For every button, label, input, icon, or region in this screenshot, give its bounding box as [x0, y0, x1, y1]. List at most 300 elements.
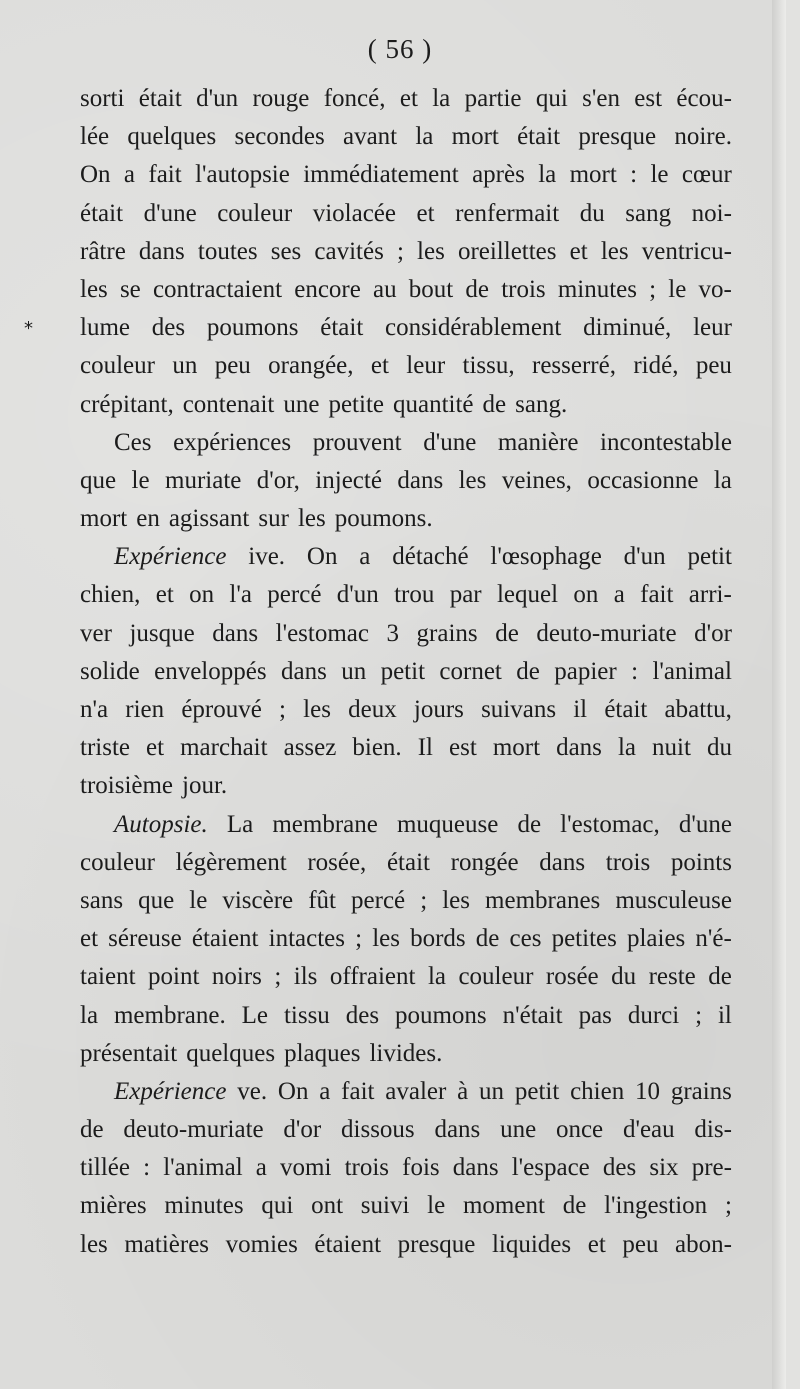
- text-line: [80, 1149, 732, 1187]
- word: livides.: [369, 1039, 443, 1067]
- word: liquides: [491, 1230, 572, 1258]
- word: chien: [570, 1077, 625, 1105]
- word: l'animal: [652, 657, 732, 685]
- word: grains: [416, 619, 478, 647]
- word: de: [516, 657, 540, 685]
- word: que: [138, 886, 175, 914]
- word: a: [613, 581, 625, 609]
- word: ;: [724, 1192, 732, 1220]
- word: ;: [396, 237, 404, 265]
- word: Le: [241, 1001, 269, 1029]
- word: rongée: [450, 848, 519, 876]
- word: se: [119, 275, 141, 303]
- word: d'or: [283, 1116, 322, 1144]
- word: couleur: [217, 199, 293, 227]
- word: de: [475, 925, 500, 953]
- text-line: [80, 80, 732, 118]
- word: d'une: [423, 428, 477, 456]
- word: sans: [80, 886, 124, 914]
- word: la: [415, 123, 434, 151]
- word: était: [386, 848, 430, 876]
- text-line: [80, 691, 732, 729]
- word: cavités: [314, 237, 384, 265]
- word: du: [706, 734, 732, 762]
- word: chien,: [80, 581, 141, 609]
- word: et: [587, 1230, 606, 1258]
- word: couleur: [80, 848, 155, 876]
- text-line: [80, 538, 732, 576]
- word: d'un: [623, 543, 666, 571]
- word: violacée: [312, 199, 396, 227]
- text-line: [80, 958, 732, 996]
- word: dans: [280, 657, 327, 685]
- word: de: [482, 390, 507, 418]
- word: fois: [402, 1154, 440, 1182]
- word: viscère: [222, 886, 294, 914]
- word: dis-: [694, 1116, 732, 1144]
- word: membrane: [272, 810, 378, 838]
- italic-heading: Expérience: [114, 1077, 227, 1105]
- word: deuto-muriate: [123, 1116, 264, 1144]
- word: renfermait: [455, 199, 560, 227]
- word: dans: [138, 237, 185, 265]
- word: on: [573, 581, 599, 609]
- word: l'estomac,: [560, 810, 660, 838]
- word: quelques: [186, 1039, 276, 1067]
- word: injecté: [315, 466, 382, 494]
- word: l'ingestion: [604, 1192, 708, 1220]
- word: noire.: [674, 123, 732, 151]
- text-line: [80, 462, 732, 500]
- word: plaques: [284, 1039, 361, 1067]
- word: couleur: [458, 963, 534, 991]
- word: lume: [80, 314, 130, 342]
- text-line: [80, 1226, 732, 1264]
- word: était: [604, 696, 648, 723]
- word: de: [562, 1192, 587, 1220]
- word: toutes: [197, 237, 258, 265]
- word: contenait: [182, 390, 275, 418]
- page-edge: [772, 0, 786, 1389]
- word: fait: [341, 1077, 375, 1105]
- word: peu: [214, 352, 251, 380]
- word: les: [297, 505, 326, 533]
- word: On: [306, 543, 338, 571]
- word: était: [517, 123, 561, 151]
- word: les: [80, 275, 108, 303]
- word: leur: [693, 314, 732, 342]
- word: solide: [80, 657, 140, 685]
- word: en: [136, 505, 160, 533]
- word: noirs: [211, 963, 262, 991]
- word: une: [283, 390, 320, 418]
- text-line: [80, 806, 732, 844]
- word: arri-: [688, 581, 732, 609]
- text-line: [80, 920, 732, 958]
- word: la: [617, 734, 636, 762]
- text-line: [80, 195, 732, 233]
- word: râtre: [80, 237, 126, 265]
- word: plaies: [626, 925, 686, 953]
- word: petit: [514, 1077, 560, 1105]
- word: vomies: [225, 1230, 298, 1258]
- word: intactes: [268, 925, 345, 953]
- word: cœur: [681, 161, 732, 189]
- word: séreuse: [108, 925, 182, 953]
- word: :: [143, 1154, 151, 1182]
- word: les: [417, 237, 445, 265]
- word: il: [573, 696, 588, 723]
- word: les: [442, 886, 470, 914]
- word: La: [226, 810, 254, 838]
- word: du: [611, 963, 637, 991]
- word: le: [650, 161, 669, 189]
- word: mort: [492, 734, 541, 762]
- word: noi-: [691, 199, 732, 227]
- word: marchait: [180, 734, 268, 762]
- word: papier: [554, 657, 617, 685]
- word: que: [80, 466, 117, 494]
- word: présentait: [80, 1039, 178, 1067]
- word: trois: [605, 848, 651, 876]
- word: vomi: [280, 1154, 332, 1182]
- word: de: [517, 810, 542, 838]
- word: partie: [464, 85, 522, 112]
- word: minutes: [557, 275, 637, 303]
- body-text: [80, 80, 732, 1264]
- word: expériences: [173, 428, 292, 456]
- word: rosée,: [307, 848, 367, 876]
- word: au: [373, 275, 397, 303]
- word: reste: [648, 963, 696, 991]
- word: et: [399, 85, 418, 112]
- word: peu: [695, 352, 732, 380]
- word: petites: [551, 925, 617, 953]
- word: petit: [687, 543, 732, 571]
- word: vo-: [698, 275, 732, 303]
- word: dans: [556, 734, 602, 762]
- word: n'était: [502, 1001, 563, 1029]
- word: a: [123, 161, 136, 189]
- word: poumons.: [334, 505, 433, 533]
- word: assez: [283, 734, 337, 762]
- word: matières: [124, 1230, 210, 1258]
- word: des: [151, 314, 186, 342]
- word: et: [146, 734, 165, 762]
- word: membrane.: [113, 1001, 226, 1029]
- word: presque: [578, 123, 657, 151]
- word: qui: [261, 1192, 294, 1220]
- word: le: [131, 466, 150, 494]
- word: l'estomac: [275, 619, 369, 647]
- word: quantité: [392, 390, 474, 418]
- word: mort: [80, 505, 128, 533]
- word: percé: [267, 581, 322, 609]
- word: dans: [539, 848, 586, 876]
- word: grains: [670, 1077, 732, 1105]
- word: ventricu-: [641, 237, 732, 265]
- word: trou: [394, 581, 435, 609]
- word: dans: [212, 619, 259, 647]
- word: muqueuse: [396, 810, 499, 838]
- word: On: [277, 1077, 309, 1105]
- word: jours: [413, 696, 464, 723]
- word: ve.: [237, 1077, 268, 1105]
- text-line: [80, 118, 732, 156]
- word: avaler: [385, 1077, 447, 1105]
- word: un: [172, 352, 198, 380]
- word: a: [255, 1154, 267, 1182]
- italic-heading: Expérience: [114, 543, 227, 571]
- word: de: [80, 1116, 104, 1144]
- word: les: [80, 1230, 108, 1258]
- word: ;: [279, 696, 286, 723]
- word: des: [345, 1001, 380, 1029]
- word: enveloppés: [154, 657, 267, 685]
- word: moment: [462, 1192, 545, 1220]
- word: occasionne: [587, 466, 699, 494]
- word: secondes: [234, 123, 325, 151]
- word: du: [579, 199, 605, 227]
- word: diminué,: [583, 314, 672, 342]
- word: petit: [380, 657, 426, 685]
- word: bien.: [352, 734, 402, 762]
- word: l'espace: [511, 1154, 590, 1182]
- word: jour.: [182, 772, 228, 800]
- word: fait: [640, 581, 674, 609]
- word: trois: [501, 275, 546, 303]
- text-line: [80, 729, 732, 767]
- word: petite: [328, 390, 384, 418]
- word: sang: [625, 199, 672, 227]
- word: Il: [417, 734, 433, 762]
- word: est: [449, 734, 477, 762]
- word: était: [80, 199, 124, 227]
- word: ;: [695, 1001, 703, 1029]
- word: et: [569, 237, 588, 265]
- word: crépitant,: [80, 390, 174, 418]
- word: d'eau: [622, 1116, 675, 1144]
- word: d'un: [196, 85, 239, 112]
- word: suivi: [360, 1192, 410, 1220]
- word: veines,: [501, 466, 572, 494]
- word: le: [427, 1192, 446, 1220]
- word: n'a: [80, 696, 109, 723]
- word: agissant: [168, 505, 250, 533]
- word: rien: [125, 696, 165, 723]
- word: point: [148, 963, 200, 991]
- text-line: [80, 156, 732, 194]
- word: la: [538, 161, 557, 189]
- word: l'œsophage: [490, 543, 602, 571]
- word: :: [630, 161, 638, 189]
- word: leur: [406, 352, 446, 380]
- word: triste: [80, 734, 130, 762]
- word: fût: [308, 886, 336, 914]
- word: pas: [578, 1001, 612, 1029]
- word: ces: [509, 925, 542, 953]
- word: la: [713, 466, 732, 494]
- word: d'une: [678, 810, 732, 838]
- text-line: [80, 767, 732, 805]
- word: oreillettes: [457, 237, 557, 265]
- word: et: [416, 199, 435, 227]
- word: mort: [451, 123, 499, 151]
- word: légèrement: [175, 848, 287, 876]
- word: la: [427, 963, 446, 991]
- word: bords: [410, 925, 466, 953]
- word: considérablement: [385, 314, 562, 342]
- word: deuto-muriate: [536, 619, 677, 647]
- word: On: [80, 161, 111, 189]
- word: l'animal: [163, 1154, 243, 1182]
- text-line: [80, 882, 732, 920]
- word: ;: [420, 886, 428, 914]
- word: points: [670, 848, 732, 876]
- word: d'or: [694, 619, 732, 647]
- text-line: [80, 500, 732, 538]
- word: membranes: [485, 886, 601, 914]
- word: le: [189, 886, 208, 914]
- word: resserré,: [532, 352, 616, 380]
- word: peu: [622, 1230, 659, 1258]
- word: ont: [311, 1192, 344, 1220]
- word: ;: [649, 275, 657, 303]
- text-line: [80, 1073, 732, 1111]
- word: prouvent: [312, 428, 402, 456]
- word: ver: [80, 619, 112, 647]
- word: jusque: [129, 619, 195, 647]
- text-line: [80, 1187, 732, 1225]
- word: once: [555, 1116, 604, 1144]
- word: tissu: [283, 1001, 330, 1029]
- word: encore: [294, 275, 361, 303]
- word: quelques: [127, 123, 217, 151]
- word: détaché: [392, 543, 469, 571]
- word: dissous: [341, 1116, 415, 1144]
- word: l'autopsie: [195, 161, 290, 189]
- word: étaient: [314, 1230, 382, 1258]
- word: d'un: [336, 581, 379, 609]
- word: par: [449, 581, 482, 609]
- word: immédiatement: [303, 161, 459, 189]
- text-line: [80, 844, 732, 882]
- word: orangée,: [268, 352, 354, 380]
- word: taient: [80, 963, 136, 991]
- text-line: [80, 424, 732, 462]
- word: les: [458, 466, 487, 494]
- word: un: [479, 1077, 505, 1105]
- word: dans: [397, 466, 444, 494]
- word: ive.: [248, 543, 286, 571]
- word: 3: [386, 619, 400, 647]
- word: presque: [397, 1230, 476, 1258]
- text-line: [80, 309, 732, 347]
- word: manière: [497, 428, 579, 456]
- word: ;: [274, 963, 282, 991]
- word: lequel: [496, 581, 559, 609]
- word: de: [465, 275, 490, 303]
- word: n'é-: [695, 925, 732, 953]
- word: tillée: [80, 1154, 130, 1182]
- page-number: ( 56 ): [367, 34, 433, 64]
- text-line: [80, 347, 732, 385]
- word: ;: [355, 925, 363, 953]
- word: a: [319, 1077, 331, 1105]
- word: la: [80, 1001, 99, 1029]
- word: ils: [293, 963, 318, 991]
- word: a: [359, 543, 371, 571]
- text-line: [80, 386, 732, 424]
- word: mort: [569, 161, 617, 189]
- word: troisième: [80, 772, 174, 800]
- word: la: [432, 85, 451, 112]
- word: et: [370, 352, 389, 380]
- word: il: [717, 1001, 732, 1029]
- word: un: [341, 657, 367, 685]
- word: cornet: [439, 657, 502, 685]
- word: contractaient: [152, 275, 283, 303]
- word: on: [189, 581, 215, 609]
- word: poumons: [206, 314, 299, 342]
- word: s'en: [582, 85, 620, 112]
- word: bout: [408, 275, 454, 303]
- word: nuit: [652, 734, 691, 762]
- word: avant: [342, 123, 398, 151]
- word: les: [600, 237, 629, 265]
- word: à: [457, 1077, 469, 1105]
- word: tissu,: [462, 352, 515, 380]
- word: étaient: [191, 925, 259, 953]
- word: d'or,: [256, 466, 300, 494]
- word: et: [80, 925, 99, 953]
- word: les: [303, 696, 331, 723]
- word: incontestable: [600, 428, 732, 456]
- word: d'une: [143, 199, 197, 227]
- italic-heading: Autopsie.: [114, 810, 208, 838]
- word: sang.: [515, 390, 568, 418]
- word: lée: [80, 123, 110, 151]
- word: :: [631, 657, 639, 685]
- word: ses: [270, 237, 302, 265]
- word: musculeuse: [615, 886, 732, 914]
- word: l'a: [229, 581, 252, 609]
- word: dans: [434, 1116, 481, 1144]
- word: de: [495, 619, 519, 647]
- word: abon-: [675, 1230, 732, 1258]
- word: sur: [258, 505, 289, 533]
- word: qui: [535, 85, 568, 112]
- word: deux: [348, 696, 397, 723]
- text-line: [80, 271, 732, 309]
- word: trois: [344, 1154, 390, 1182]
- word: couleur: [80, 352, 155, 380]
- text-line: [80, 576, 732, 614]
- text-line: [80, 615, 732, 653]
- word: minutes: [164, 1192, 244, 1220]
- margin-mark: *: [24, 318, 33, 339]
- word: de: [708, 963, 732, 991]
- word: éprouvé: [181, 696, 262, 723]
- word: durci: [627, 1001, 680, 1029]
- word: mières: [80, 1192, 147, 1220]
- word: offraient: [329, 963, 416, 991]
- word: poumons: [394, 1001, 487, 1029]
- word: sorti: [80, 85, 125, 112]
- word: les: [372, 925, 400, 953]
- word: percé: [351, 886, 406, 914]
- word: muriate: [165, 466, 242, 494]
